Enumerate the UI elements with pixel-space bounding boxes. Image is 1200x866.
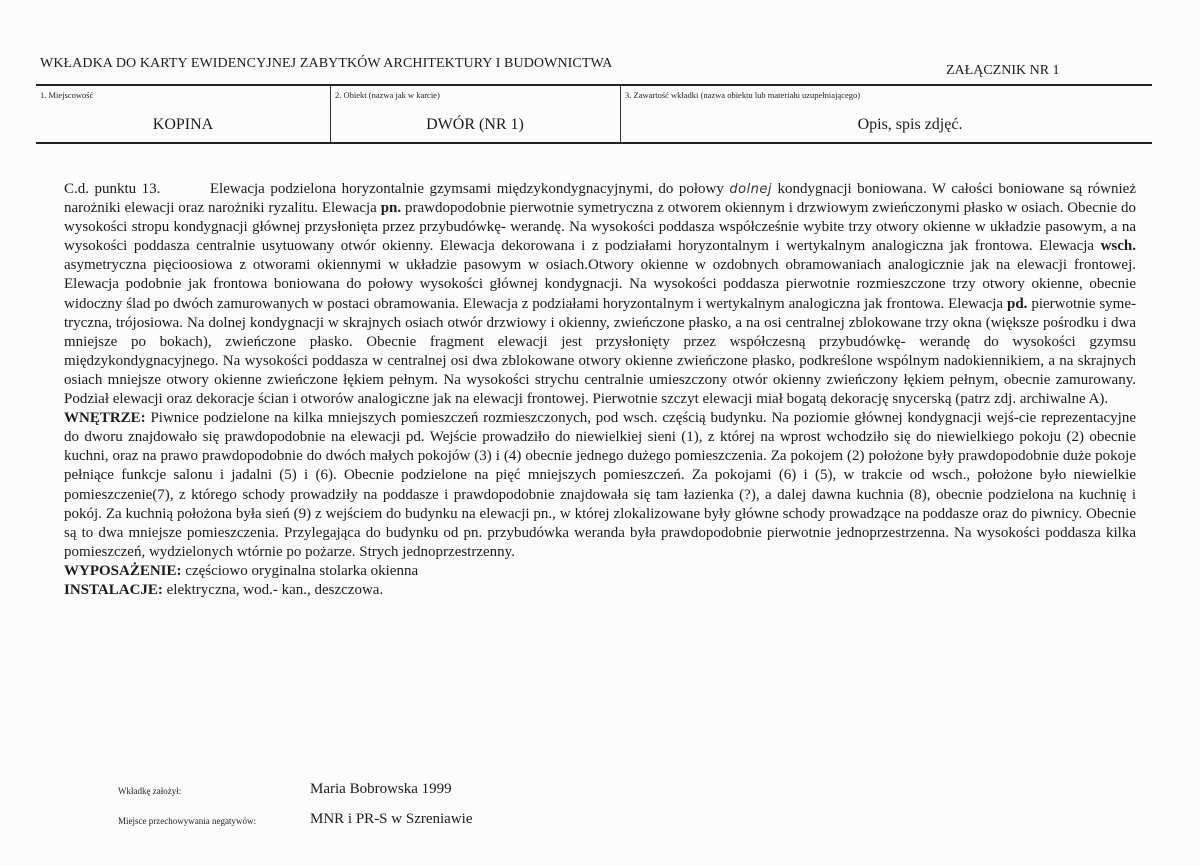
content-value: Opis, spis zdjęć. [857,116,963,133]
interior-paragraph [64,409,1136,562]
header-rule-top [36,84,1152,86]
installations-text: elektryczna, wod.- kan., deszczowa. [166,581,384,598]
equipment-text: częściowo oryginalna stolarka okienna [185,562,419,579]
prepared-by-value: Maria Bobrowska 1999 [310,781,452,797]
installations-paragraph [64,581,1136,600]
north-label: pn. [380,200,402,217]
annex-label: ZAŁĄCZNIK NR 1 [946,63,1060,78]
prepared-by-label: Wkładkę założył: [118,786,182,796]
interior-text: Piwnice podzielone na kilka mniejszych pomieszczeń rozmieszczonych, pod wsch. częścią budynku. Na poziomie głównej kondygnacji wejś-cie reprezentacyjne do dworu znajdowało się prawdopodobnie na elewacji pd. Wejście prowadziło do niewielkiej sieni (1), z której na wprost wchodziło się do niewielkiego pokoju (2) obecnie kuchni, oraz na prawo prawdopodobnie do dwóch małych pokojów (3) i (4) obecnie jednego dużego pomieszczenia. Za pokojem (2) położone były prawdopodobnie duże pokoje pełniące funkcje salonu i jadalni (5) i (6). Obecnie podzielone na pięć mniejszych pomieszczeń. Za pokojami (6) i (5), w trakcie od wsch., położone było niewielkie pomieszczenie(7), z którego schody prowadziły na poddasze i prawdopodobnie znajdowała się tam łazienka (?), a dalej dawna kuchnia (8), obecnie podzielona na kuchnię i pokój. Za kuchnią położona była sień (9) z wejściem do budynku na elewacji pn., w której zlokalizowane były główne schody prowadzące na poddasze oraz do piwnicy. Obecnie są to dwa mniejsze pomieszczenia. Przylegająca do budynku od pn. przybudówka weranda była prawdopodobnie pierwotnie jednoprzestrzenna. Na wysokości poddasza kilka pomieszczeń, wydzielonych wtórnie po pożarze. Strych jednoprzestrzenny. [64,410,1137,560]
negatives-storage-value: MNR i PR-S w Szreniawie [310,811,473,827]
locality-value: KOPINA [152,116,214,133]
equipment-heading: WYPOSAŻENIE: [64,562,182,579]
object-value: DWÓR (NR 1) [426,116,524,133]
description-body [64,180,1136,600]
installations-heading: INSTALACJE: [64,581,163,598]
header-rule-bottom [36,142,1152,144]
equipment-paragraph [64,562,1136,581]
south-label: pd. [1006,295,1028,312]
elevation-paragraph [64,180,1136,409]
negatives-storage-label: Miejsce przechowywania negatywów: [118,816,256,826]
continuation-lead: C.d. punktu 13. [64,181,161,197]
interior-heading: WNĘTRZE: [64,410,146,427]
elevation-text-4: asymetryczna pięcioosiowa z otworami okiennymi w układzie pasowym w osiach.Otwory okienne w ozdobnych obramowaniach analogicznie jak na elewacji frontowej. Elewacja podobnie jak frontowa boniowana do połowy wysokości głównej kondygnacji. Na wysokości poddasza pierwotnie rozmieszczone trzy otwory okienne, obecnie widoczny ślad po dwóch zamurowanych w postaci obramowania. Elewacja z podziałami horyzontalnym i wertykalnym analogiczna jak frontowa. Elewacja [64,257,1136,312]
east-label: wsch. [1100,238,1137,255]
content-label: 3. Zawartość wkładki (nazwa obiektu lub materiału uzupełniającego) [625,90,861,100]
object-label: 2. Obiekt (nazwa jak w karcie) [335,90,440,100]
handwritten-correction: dolnej [729,182,773,197]
elevation-text-5: pierwotnie syme-tryczna, trójosiowa. Na dolnej kondygnacji w skrajnych osiach otwór drzwiowy i okienny, zwieńczone płasko, a na osi centralnej zblokowane trzy okna (większe pośrodku i dwa mniejsze po bokach), zwieńczone płasko. Obecnie fragment elewacji jest przysłonięty przez współczesną przybudówkę- werandę do wysokości gzymsu międzykondygnacyjnego. Na wysokości poddasza w centralnej osi dwa zblokowane otwory okienne zwieńczone płasko, podkreślone wspólnym nadokiennikiem, a na skrajnych osiach mniejsze otwory okienne zwieńczone łękiem pełnym. Na wysokości strychu centralnie umieszczony otwór okienny zwieńczony łękiem pełnym, obecnie zamurowany. Podział elewacji oraz dekoracje ścian i otworów analogiczne jak na elewacji frontowej. Pierwotnie szczyt elewacji miał bogatą dekorację snycerską (patrz zdj. archiwalne A). [64,295,1137,408]
form-title: WKŁADKA DO KARTY EWIDENCYJNEJ ZABYTKÓW ARCHITEKTURY I BUDOWNICTWA [40,56,613,71]
locality-label: 1. Miejscowość [40,90,94,100]
elevation-text-2: kondygnacji boniowana. W całości boniowane są również narożniki elewacji oraz narożniki ryzalitu. Elewacja [64,181,1136,217]
elevation-text-3: prawdopodobnie pierwotnie symetryczna z otworem okiennym i drzwiowym zwieńczonymi płasko w osiach. Obecnie do wysokości stropu kondygnacji głównej przysłonięta przez przybudówkę- werandę. Na wysokości poddasza współcześnie wybite trzy otwory okienne w układzie pasowym, a na wysokości poddasza centralnie usytuowany otwór okienny. Elewacja dekorowana i z podziałami horyzontalnym i wertykalnym analogiczna jak frontowa. Elewacja [64,200,1137,255]
elevation-text-1: Elewacja podzielona horyzontalnie gzymsami międzykondygnacyjnymi, do połowy [209,181,724,197]
